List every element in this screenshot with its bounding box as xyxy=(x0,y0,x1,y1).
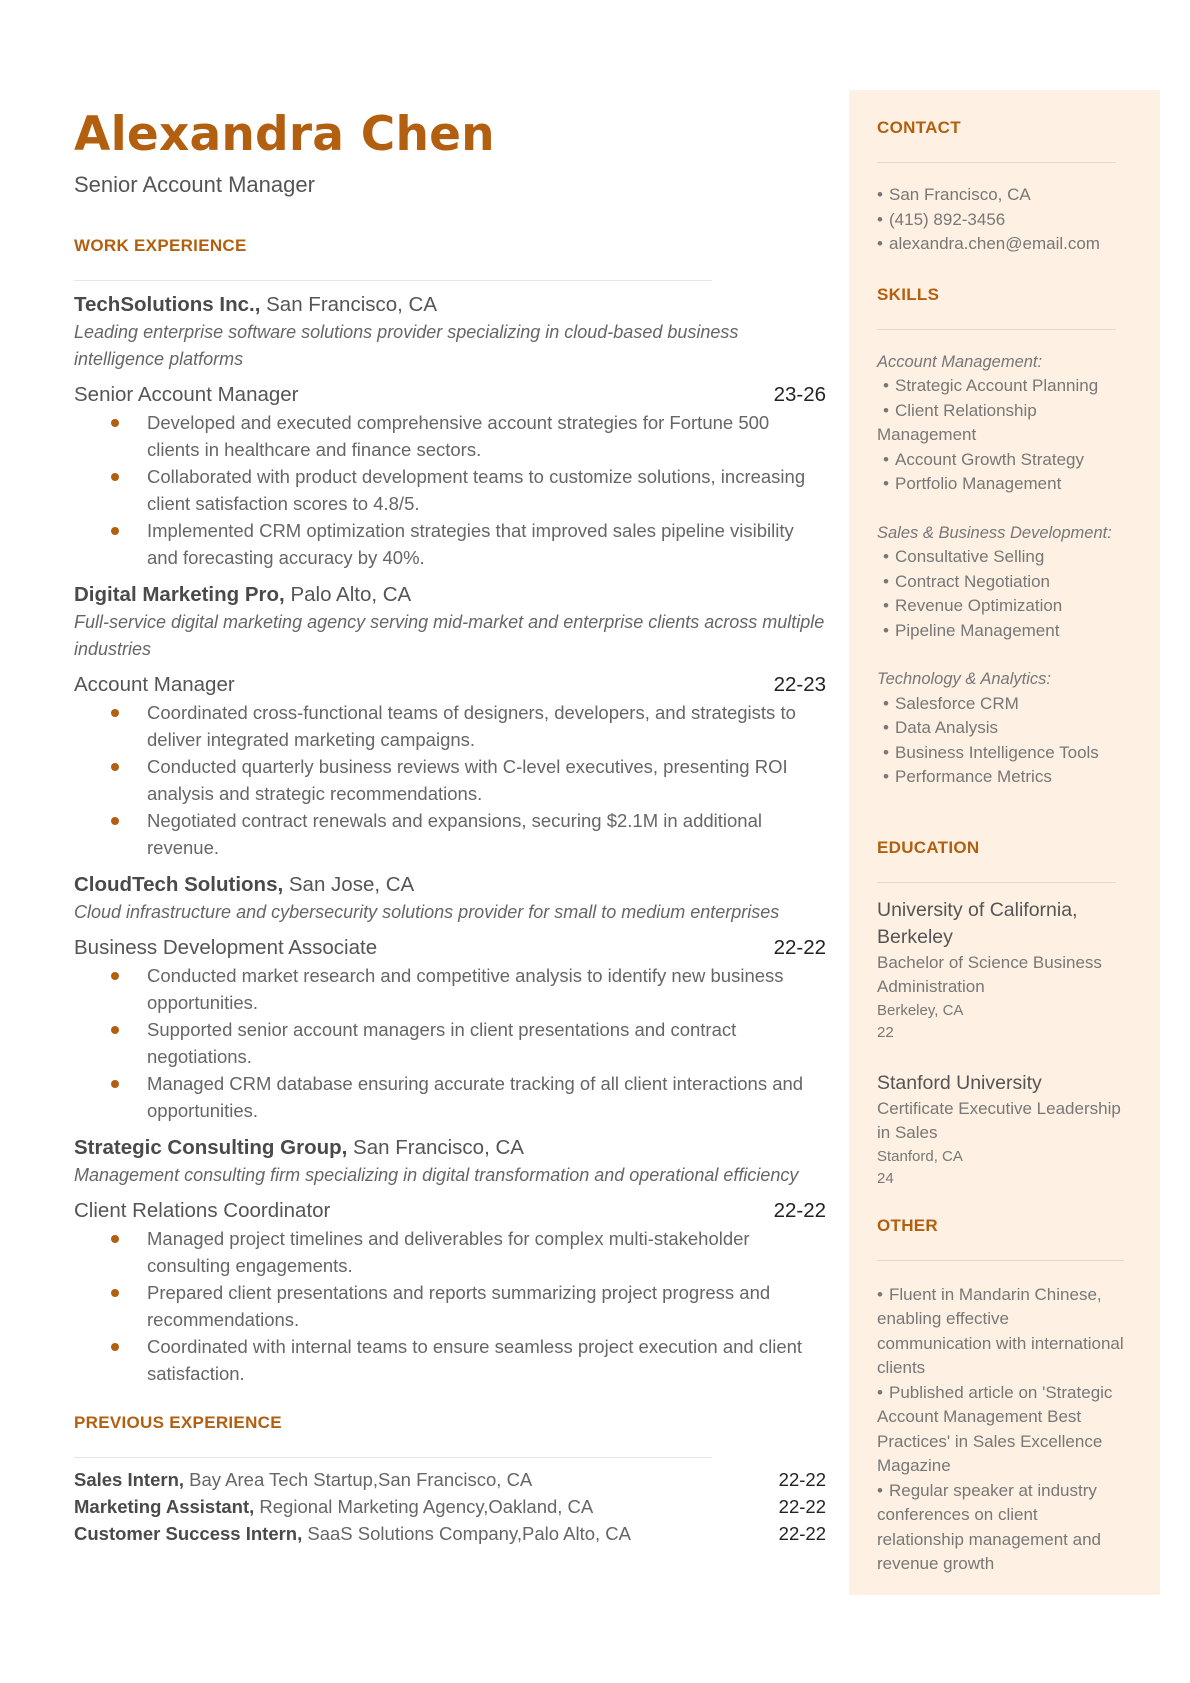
skill-category: Technology & Analytics: xyxy=(877,670,1051,688)
bullet-icon xyxy=(111,972,119,980)
previous-dates: 22-22 xyxy=(778,1523,826,1545)
skills-heading: SKILLS xyxy=(877,284,940,304)
company-description: Full-service digital marketing agency serving mid-market and enterprise clients across multiple industries xyxy=(74,612,825,660)
role-row xyxy=(74,1197,826,1225)
list-item: Conducted quarterly business reviews with C-level executives, presenting ROI analysis and strategic recommendations. xyxy=(74,753,826,807)
education-heading: EDUCATION xyxy=(877,837,980,857)
section-divider xyxy=(74,280,712,281)
company-line xyxy=(74,581,826,609)
company-line xyxy=(74,871,826,899)
education-entry xyxy=(877,1070,1128,1190)
previous-detail: Bay Area Tech Startup,San Francisco, CA xyxy=(189,1469,533,1491)
role-dates: 22-22 xyxy=(773,1199,826,1223)
other-heading: OTHER xyxy=(877,1215,938,1235)
list-item: Supported senior account managers in client presentations and contract negotiations. xyxy=(74,1016,826,1070)
previous-experience-row xyxy=(74,1493,826,1520)
section-divider xyxy=(877,329,1116,330)
skill-item: • Revenue Optimization xyxy=(883,596,1063,615)
skill-group xyxy=(877,521,1128,644)
company-location: San Francisco, CA xyxy=(353,1136,524,1160)
bullet-icon xyxy=(111,817,119,825)
skill-item: • Data Analysis xyxy=(883,718,998,737)
list-item: Managed CRM database ensuring accurate tracking of all client interactions and opportunities. xyxy=(74,1070,826,1124)
skill-category: Sales & Business Development: xyxy=(877,523,1112,542)
bullet-icon xyxy=(111,709,119,717)
previous-role: Customer Success Intern, xyxy=(74,1523,303,1545)
bullet-icon xyxy=(111,763,119,771)
company-location: Palo Alto, CA xyxy=(290,583,412,607)
bullet-icon xyxy=(111,1343,119,1351)
company-location: San Francisco, CA xyxy=(266,293,438,317)
role-dates: 22-23 xyxy=(773,673,826,697)
role-title: Senior Account Manager xyxy=(74,383,299,407)
company-line xyxy=(74,1134,826,1162)
main-column xyxy=(74,108,826,1547)
role-dates: 23-26 xyxy=(773,383,826,407)
bullet-icon xyxy=(111,473,119,481)
previous-role: Marketing Assistant, xyxy=(74,1496,255,1518)
candidate-name: Alexandra Chen xyxy=(74,107,495,162)
company-description: Leading enterprise software solutions provider specializing in cloud-based business intelligence platforms xyxy=(74,322,739,370)
company-description: Management consulting firm specializing in digital transformation and operational efficiency xyxy=(74,1165,799,1186)
education-location: Stanford, CA xyxy=(877,1147,963,1165)
education-year: 24 xyxy=(877,1169,894,1187)
other-list xyxy=(877,1283,1128,1577)
achievement-list xyxy=(74,962,826,1124)
list-item: Coordinated cross-functional teams of designers, developers, and strategists to deliver integrated marketing campaigns. xyxy=(74,699,826,753)
skill-group xyxy=(877,667,1128,790)
section-divider xyxy=(74,1457,712,1458)
previous-experience-row xyxy=(74,1520,826,1547)
contact-location: • San Francisco, CA xyxy=(877,185,1031,204)
skill-item: • Client Relationship Management xyxy=(877,400,1037,444)
skill-item: • Business Intelligence Tools xyxy=(883,742,1099,762)
skill-item: • Performance Metrics xyxy=(883,767,1052,786)
section-divider xyxy=(877,162,1116,163)
skill-group xyxy=(877,350,1128,497)
bullet-icon xyxy=(111,527,119,535)
work-experience-heading: WORK EXPERIENCE xyxy=(74,236,247,256)
contact-list xyxy=(877,183,1128,257)
role-dates: 22-22 xyxy=(773,936,826,960)
company-name: CloudTech Solutions, xyxy=(74,873,284,897)
achievement-list xyxy=(74,699,826,861)
skill-item: • Pipeline Management xyxy=(883,620,1060,640)
list-item: Developed and executed comprehensive account strategies for Fortune 500 clients in healthcare and finance sectors. xyxy=(74,409,826,463)
previous-detail: SaaS Solutions Company,Palo Alto, CA xyxy=(307,1523,631,1545)
education-entry xyxy=(877,897,1128,1044)
previous-dates: 22-22 xyxy=(778,1496,826,1518)
bullet-icon xyxy=(111,1080,119,1088)
other-item: • Regular speaker at industry conferences on client relationship management and revenue growth xyxy=(877,1480,1101,1573)
other-item: • Fluent in Mandarin Chinese, enabling effective communication with international clients xyxy=(877,1284,1124,1377)
company-location: San Jose, CA xyxy=(288,873,415,897)
bullet-icon xyxy=(111,1026,119,1034)
contact-phone: • (415) 892-3456 xyxy=(877,209,1006,229)
achievement-list xyxy=(74,1225,826,1387)
bullet-icon xyxy=(111,1289,119,1297)
skill-item: • Consultative Selling xyxy=(883,547,1045,566)
job-entry xyxy=(74,871,826,1124)
skill-item: • Contract Negotiation xyxy=(883,571,1050,591)
skill-item: • Salesforce CRM xyxy=(883,693,1019,713)
skill-item: • Account Growth Strategy xyxy=(883,449,1084,469)
company-name: Digital Marketing Pro, xyxy=(74,583,285,607)
company-name: TechSolutions Inc., xyxy=(74,293,261,317)
previous-dates: 22-22 xyxy=(778,1469,826,1491)
job-entry xyxy=(74,291,826,571)
list-item: Collaborated with product development teams to customize solutions, increasing client satisfaction scores to 4.8/5. xyxy=(74,463,826,517)
company-line xyxy=(74,291,826,319)
other-item: • Published article on 'Strategic Account Management Best Practices' in Sales Excellence Magazine xyxy=(877,1382,1113,1475)
role-row xyxy=(74,381,826,409)
previous-experience-heading: PREVIOUS EXPERIENCE xyxy=(74,1413,282,1433)
section-divider xyxy=(877,882,1116,883)
education-degree: Certificate Executive Leadership in Sales xyxy=(877,1098,1121,1142)
list-item: Implemented CRM optimization strategies that improved sales pipeline visibility and forecasting accuracy by 40%. xyxy=(74,517,826,571)
section-divider xyxy=(877,1260,1124,1261)
previous-role: Sales Intern, xyxy=(74,1469,185,1491)
role-row xyxy=(74,671,826,699)
education-degree: Bachelor of Science Business Administration xyxy=(877,952,1102,996)
previous-detail: Regional Marketing Agency,Oakland, CA xyxy=(259,1496,594,1518)
company-description: Cloud infrastructure and cybersecurity solutions provider for small to medium enterprises xyxy=(74,902,780,923)
role-title: Account Manager xyxy=(74,673,235,697)
contact-email: • alexandra.chen@email.com xyxy=(877,234,1100,253)
skill-item: • Strategic Account Planning xyxy=(883,376,1099,395)
job-entry xyxy=(74,581,826,861)
sidebar xyxy=(849,90,1160,1595)
bullet-icon xyxy=(111,1235,119,1243)
achievement-list xyxy=(74,409,826,571)
job-entry xyxy=(74,1134,826,1387)
previous-experience-row xyxy=(74,1466,826,1493)
skill-item: • Portfolio Management xyxy=(883,474,1062,493)
skill-category: Account Management: xyxy=(877,352,1043,371)
contact-heading: CONTACT xyxy=(877,118,961,137)
role-title: Business Development Associate xyxy=(74,936,378,960)
education-school: Stanford University xyxy=(877,1071,1042,1094)
list-item: Managed project timelines and deliverables for complex multi-stakeholder consulting engagements. xyxy=(74,1225,826,1279)
list-item: Negotiated contract renewals and expansions, securing $2.1M in additional revenue. xyxy=(74,807,826,861)
list-item: Coordinated with internal teams to ensure seamless project execution and client satisfaction. xyxy=(74,1333,826,1387)
list-item: Conducted market research and competitive analysis to identify new business opportunities. xyxy=(74,962,826,1016)
education-year: 22 xyxy=(877,1023,894,1041)
role-row xyxy=(74,934,826,962)
list-item: Prepared client presentations and reports summarizing project progress and recommendations. xyxy=(74,1279,826,1333)
role-title: Client Relations Coordinator xyxy=(74,1199,331,1223)
bullet-icon xyxy=(111,419,119,427)
candidate-title: Senior Account Manager xyxy=(74,172,315,198)
education-location: Berkeley, CA xyxy=(877,1001,964,1019)
company-name: Strategic Consulting Group, xyxy=(74,1136,348,1160)
education-school: University of California, Berkeley xyxy=(877,898,1078,948)
